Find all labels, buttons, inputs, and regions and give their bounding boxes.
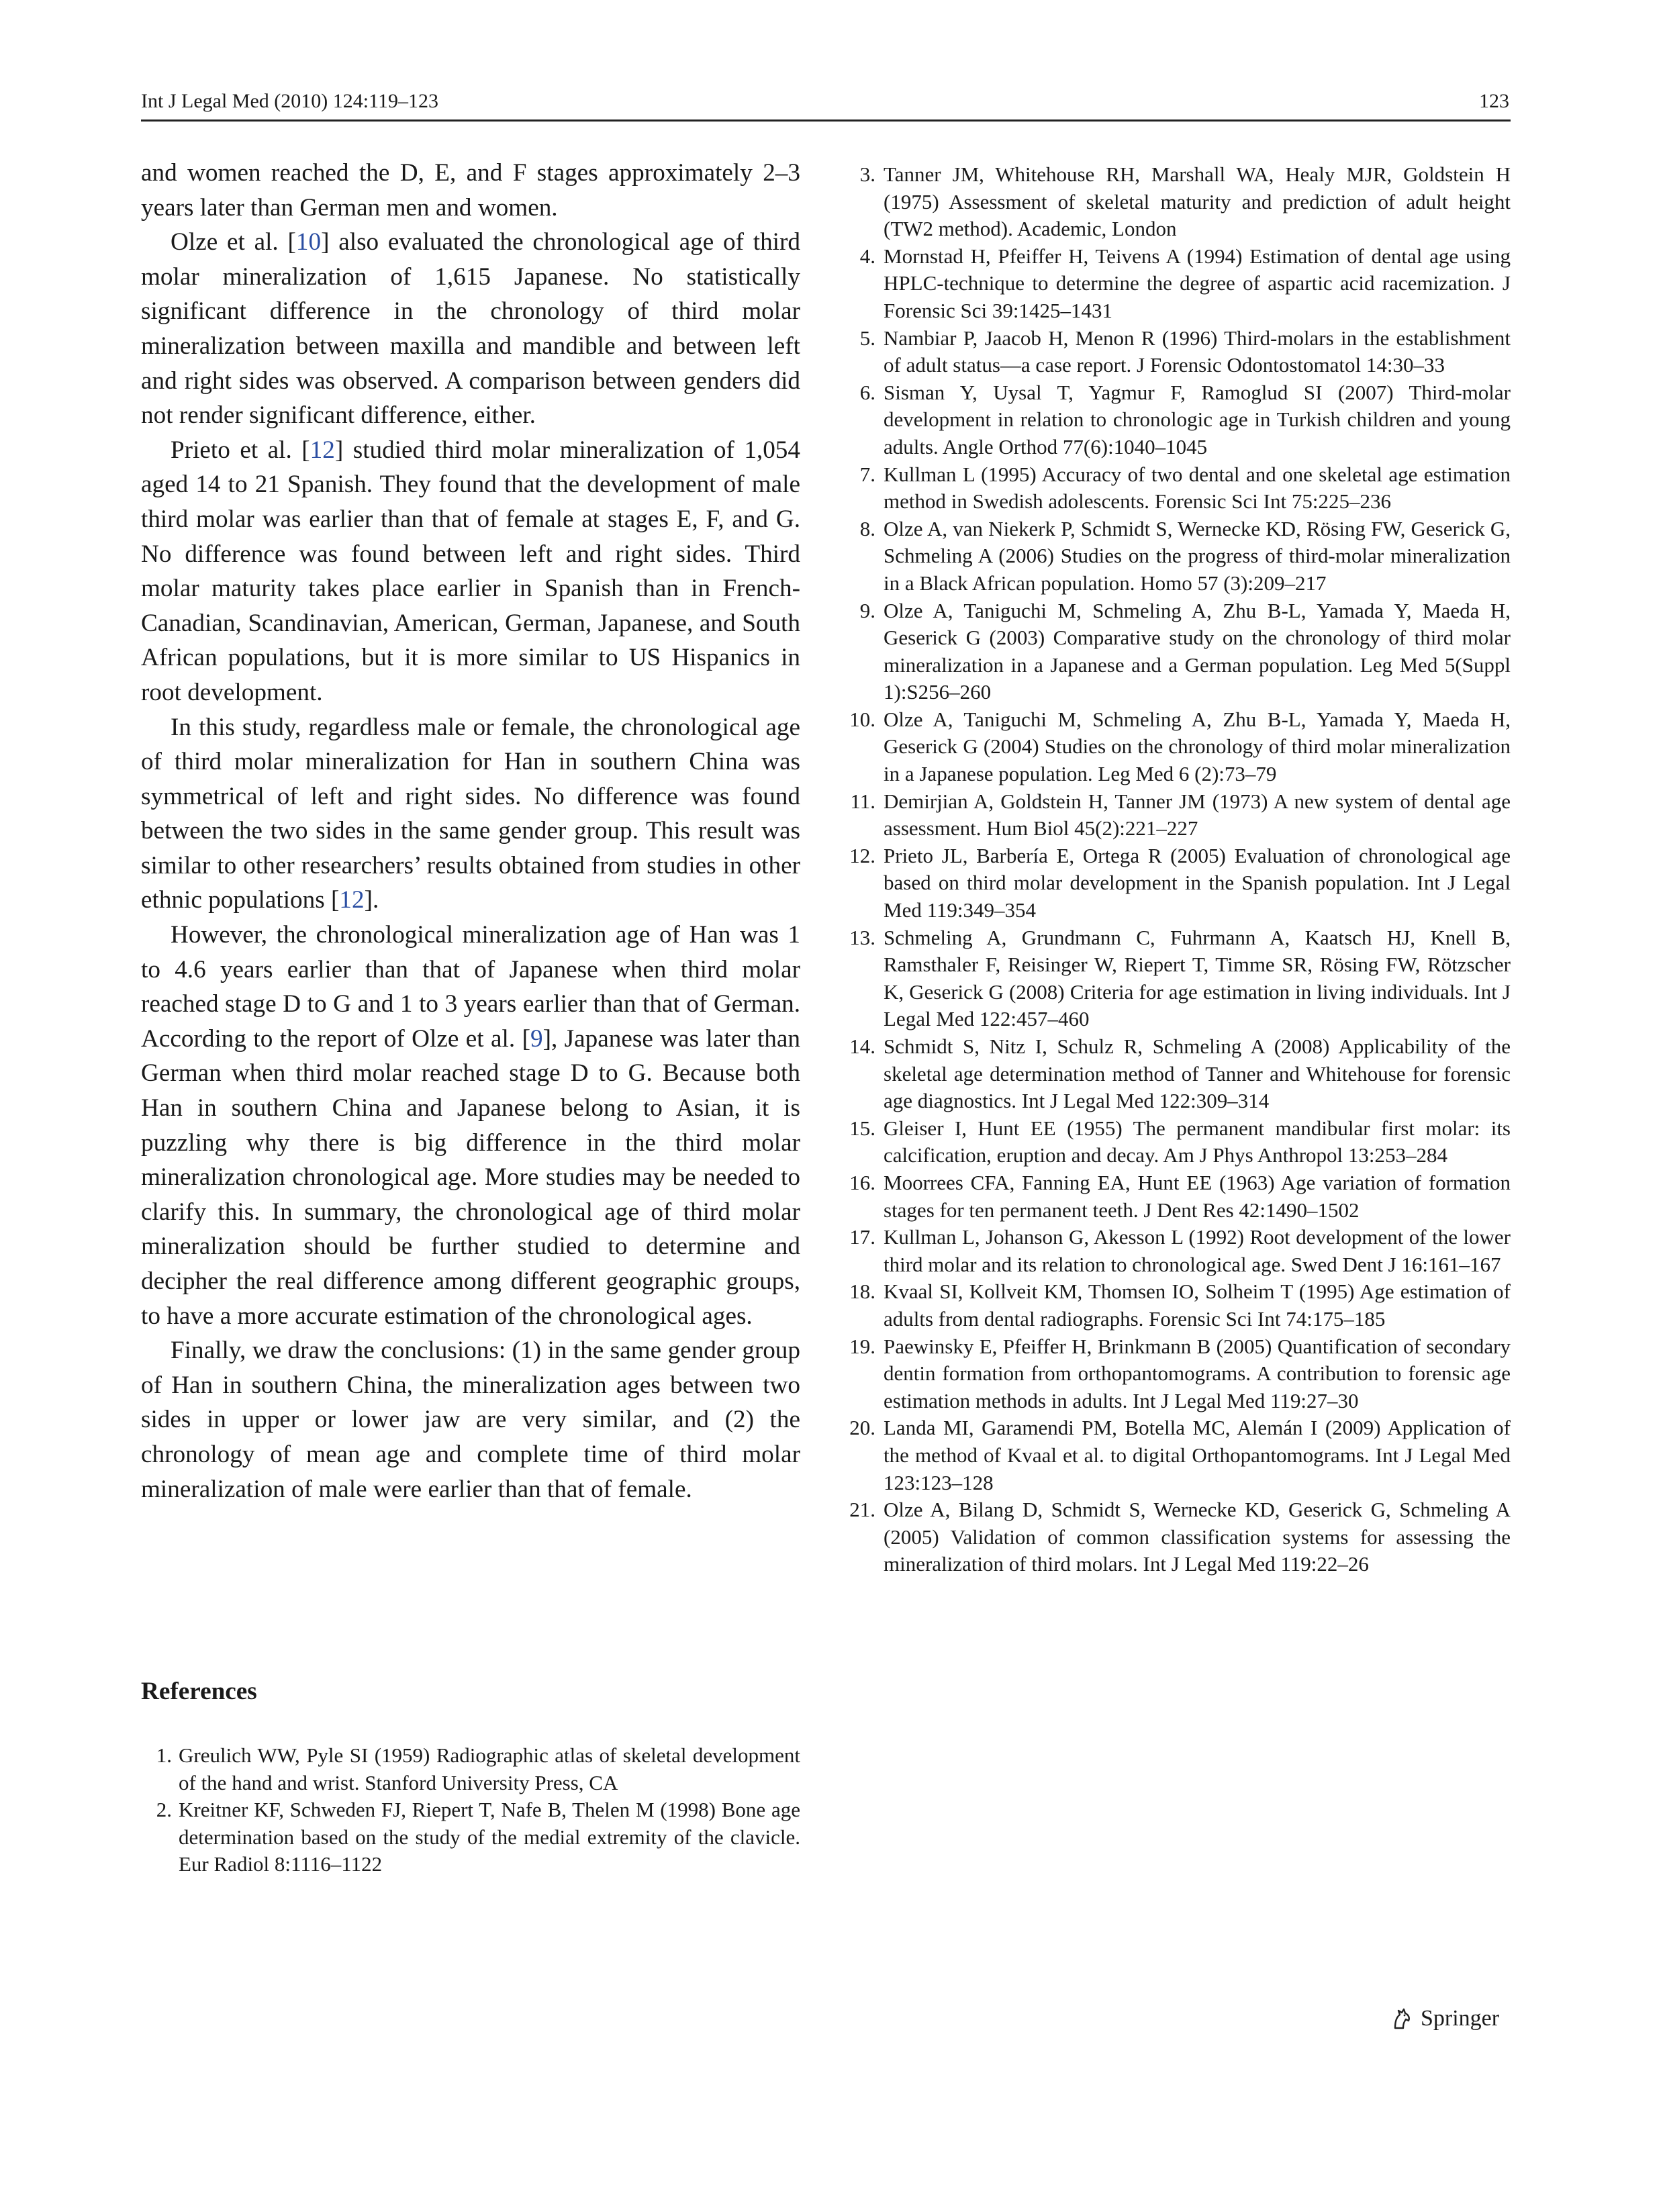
springer-horse-icon [1388,2005,1415,2032]
reference-item [839,924,1511,1033]
reference-item [839,706,1511,788]
reference-number: 15. [849,1116,875,1140]
reference-item [839,1115,1511,1169]
reference-item [839,1278,1511,1333]
reference-number: 6. [859,380,875,404]
reference-text: Greulich WW, Pyle SI (1959) Radiographic atlas of skeletal development of the hand and wrist. Stanford University Press, CA [179,1743,800,1794]
body-paragraph [141,1333,800,1506]
publisher-logo [1388,2003,1499,2034]
body-text-column [141,156,800,1506]
reference-item [839,461,1511,516]
reference-number: 3. [859,162,875,186]
reference-text: Paewinsky E, Pfeiffer H, Brinkmann B (2005) Quantification of secondary dentin formation from orthopantomograms. A contribution to forensic age estimation methods in adults. Int J Legal Med 119:27–30 [884,1334,1511,1412]
reference-number: 7. [859,462,875,486]
reference-text: Olze A, van Niekerk P, Schmidt S, Wernecke KD, Rösing FW, Geserick G, Schmeling A (2006) Studies on the progress of third-molar mineralization in a Black African population. Homo 57 (3):209–217 [884,516,1511,595]
reference-number: 2. [156,1798,172,1822]
reference-number: 12. [849,843,875,867]
reference-text: Kreitner KF, Schweden FJ, Riepert T, Nafe B, Thelen M (1998) Bone age determination based on the study of the medial extremity of the clavicle. Eur Radiol 8:1116–1122 [179,1798,800,1876]
reference-item [839,843,1511,924]
paragraph-text: Finally, we draw the conclusions: (1) in the same gender group of Han in southern China, the mineralization ages between two sides in upper or lower jaw are very similar, and (2) the chronology of mean age and complete time of third molar mineralization of male were earlier than that of female. [141,1337,800,1503]
reference-text: Kvaal SI, Kollveit KM, Thomsen IO, Solheim T (1995) Age estimation of adults from dental radiographs. Forensic Sci Int 74:175–185 [884,1280,1511,1331]
reference-text: Olze A, Bilang D, Schmidt S, Wernecke KD, Geserick G, Schmeling A (2005) Validation of common classification systems for assessing the mineralization of third molars. Int J Legal Med 119:22–26 [884,1498,1511,1576]
reference-list [839,161,1511,1578]
citation-link[interactable]: 12 [339,886,365,914]
reference-item [839,325,1511,379]
paragraph-text: ]. [364,886,379,914]
journal-citation: Int J Legal Med (2010) 124:119–123 [141,90,438,112]
references-right-column [839,161,1511,1578]
paragraph-text: and women reached the D, E, and F stages approximately 2–3 years later than German men and women. [141,159,800,222]
running-head [141,86,1511,122]
references-left-column [141,1742,800,1878]
paragraph-text: However, the chronological mineralization age of Han was 1 to 4.6 years earlier than that of Japanese when third molar reached stage D to G and 1 to 3 years earlier than that of German. According to the report of Olze et al. [ [141,921,800,1053]
reference-number: 19. [849,1334,875,1358]
reference-number: 21. [849,1498,875,1522]
reference-item [839,379,1511,461]
paragraph-text: ] also evaluated the chronological age of third molar mineralization of 1,615 Japanese. No statistically significant difference in the chronology of third molar mineralization between maxilla and mandible and between left and right sides was observed. A comparison between genders did not render significant difference, either. [141,228,800,430]
body-paragraph [141,710,800,918]
reference-item [839,1033,1511,1115]
reference-text: Landa MI, Garamendi PM, Botella MC, Alemán I (2009) Application of the method of Kvaal et al. to digital Orthopantomograms. Int J Legal Med 123:123–128 [884,1416,1511,1494]
references-heading: References [141,1678,257,1705]
reference-item [839,516,1511,597]
citation-link[interactable]: 12 [310,436,335,464]
reference-number: 4. [859,244,875,268]
reference-number: 11. [850,789,875,813]
reference-number: 10. [849,707,875,731]
reference-text: Tanner JM, Whitehouse RH, Marshall WA, Healy MJR, Goldstein H (1975) Assessment of skeletal maturity and prediction of adult height (TW2 method). Academic, London [884,162,1511,241]
reference-text: Olze A, Taniguchi M, Schmeling A, Zhu B-L, Yamada Y, Maeda H, Geserick G (2004) Studies on the chronology of third molar mineralization in a Japanese population. Leg Med 6 (2):73–79 [884,707,1511,786]
reference-number: 18. [849,1280,875,1304]
reference-text: Schmidt S, Nitz I, Schulz R, Schmeling A (2008) Applicability of the skeletal age determination method of Tanner and Whitehouse for forensic age diagnostics. Int J Legal Med 122:309–314 [884,1035,1511,1113]
reference-number: 13. [849,925,875,949]
reference-text: Gleiser I, Hunt EE (1955) The permanent mandibular first molar: its calcification, eruption and decay. Am J Phys Anthropol 13:253–284 [884,1116,1511,1167]
paragraph-text: Olze et al. [ [171,228,296,256]
body-paragraph [141,225,800,433]
reference-text: Mornstad H, Pfeiffer H, Teivens A (1994) Estimation of dental age using HPLC-technique to determine the degree of aspartic acid racemization. J Forensic Sci 39:1425–1431 [884,244,1511,322]
citation-link[interactable]: 10 [295,228,322,256]
reference-item [839,1169,1511,1224]
reference-number: 14. [849,1035,875,1058]
paragraph-text: ] studied third molar mineralization of 1,054 aged 14 to 21 Spanish. They found that the development of male third molar was earlier than that of female at stages E, F, and G. No difference was found between left and right sides. Third molar maturity takes place earlier in Spanish than in French-Canadian, Scandinavian, American, German, Japanese, and South African populations, but it is more similar to US Hispanics in root development. [141,436,800,706]
reference-text: Sisman Y, Uysal T, Yagmur F, Ramoglud SI (2007) Third-molar development in relation to chronologic age in Turkish children and young adults. Angle Orthod 77(6):1040–1045 [884,380,1511,459]
page-number: 123 [1479,90,1509,112]
reference-item [839,1224,1511,1278]
body-paragraph [141,156,800,225]
reference-text: Demirjian A, Goldstein H, Tanner JM (1973) A new system of dental age assessment. Hum Biol 45(2):221–227 [884,789,1511,840]
reference-number: 1. [156,1743,172,1767]
reference-list [141,1742,800,1878]
reference-text: Olze A, Taniguchi M, Schmeling A, Zhu B-L, Yamada Y, Maeda H, Geserick G (2003) Comparative study on the chronology of third molar mineralization in a Japanese and a German population. Leg Med 5(Suppl 1):S256–260 [884,598,1511,704]
reference-number: 20. [849,1416,875,1440]
body-paragraph [141,918,800,1333]
paragraph-text: Prieto et al. [ [171,436,310,464]
citation-link[interactable]: 9 [530,1024,543,1053]
reference-item [839,597,1511,706]
reference-item [141,1796,800,1878]
publisher-name: Springer [1421,2006,1500,2031]
reference-text: Prieto JL, Barbería E, Ortega R (2005) Evaluation of chronological age based on third molar development in the Spanish population. Int J Legal Med 119:349–354 [884,843,1511,922]
reference-item [839,1496,1511,1578]
reference-number: 8. [859,516,875,540]
reference-item [141,1742,800,1796]
reference-item [839,243,1511,325]
reference-item [839,1414,1511,1496]
body-paragraph [141,433,800,710]
reference-text: Kullman L (1995) Accuracy of two dental and one skeletal age estimation method in Swedish adolescents. Forensic Sci Int 75:225–236 [884,462,1511,514]
reference-number: 5. [859,326,875,350]
reference-number: 16. [849,1170,875,1194]
reference-text: Moorrees CFA, Fanning EA, Hunt EE (1963) Age variation of formation stages for ten permanent teeth. J Dent Res 42:1490–1502 [884,1170,1511,1222]
reference-text: Kullman L, Johanson G, Akesson L (1992) Root development of the lower third molar and its relation to chronological age. Swed Dent J 16:161–167 [884,1225,1511,1276]
reference-number: 9. [859,598,875,622]
reference-item [839,1333,1511,1415]
reference-text: Schmeling A, Grundmann C, Fuhrmann A, Kaatsch HJ, Knell B, Ramsthaler F, Reisinger W, Riepert T, Timme SR, Rösing FW, Rötzscher K, Geserick G (2008) Criteria for age estimation in living individuals. Int J Legal Med 122:457–460 [884,925,1511,1031]
reference-item [839,788,1511,843]
paragraph-text: In this study, regardless male or female, the chronological age of third molar mineralization for Han in southern China was symmetrical of left and right sides. No difference was found between the two sides in the same gender group. This result was similar to other researchers’ results obtained from studies in other ethnic populations [ [141,713,800,914]
reference-number: 17. [849,1225,875,1249]
paragraph-text: ], Japanese was later than German when third molar reached stage D to G. Because both Han in southern China and Japanese belong to Asian, it is puzzling why there is big difference in the third molar mineralization chronological age. More studies may be needed to clarify this. In summary, the chronological age of third molar mineralization should be further studied to determine and decipher the real difference among different geographic groups, to have a more accurate estimation of the chronological ages. [141,1024,800,1330]
reference-item [839,161,1511,243]
reference-text: Nambiar P, Jaacob H, Menon R (1996) Third-molars in the establishment of adult status—a case report. J Forensic Odontostomatol 14:30–33 [884,326,1511,377]
